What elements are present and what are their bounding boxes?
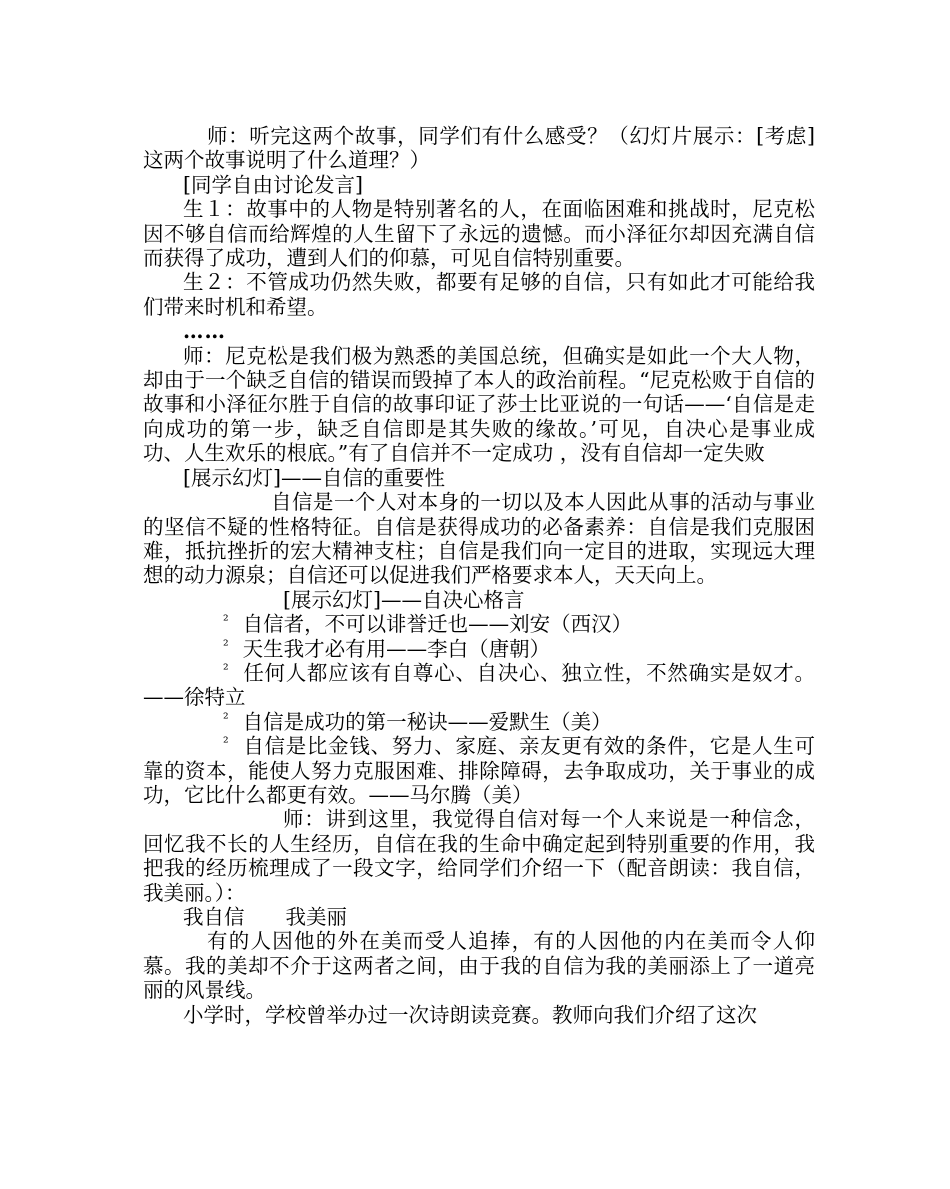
teacher-comment: 师：尼克松是我们极为熟悉的美国总统，但确实是如此一个大人物，却由于一个缺乏自信的错误而毁掉了本人的政治前程。“尼克松败于自信的故事和小泽征尔胜于自信的故事印证了莎士比亚说的一句话——‘自信是走向成功的第一步，缺乏自信即是其失败的缘故。’可见，自决心是事业成功、人生欢乐的根底。”有了自信并不一定成功 ，没有自信却一定失败 [143,343,815,466]
bullet-marker: ² [223,637,229,654]
quote-item: ² 自信是比金钱、努力、家庭、亲友更有效的条件，它是人生可靠的资本，能使人努力克服困难、排除障碍，去争取成功，关于事业的成功，它比什么都更有效。——马尔腾（美） [143,734,815,807]
student-2-answer: 生２：不管成功仍然失败，都要有足够的自信，只有如此才可能给我们带来时机和希望。 [143,270,815,319]
bullet-marker: ² [223,735,229,752]
essay-paragraph: 小学时，学校曾举办过一次诗朗读竞赛。教师向我们介绍了这次 [183,1002,757,1027]
slide-heading-quotes: [展示幻灯]——自决心格言 [283,587,525,612]
essay-title: 我自信 我美丽 [183,905,347,929]
teacher-reflection: 师：讲到这里，我觉得自信对每一个人来说是一种信念，回忆我不长的人生经历，自信在我的生命中确定起到特别重要的作用，我把我的经历梳理成了一段文字，给同学们介绍一下（配音朗读：我自信，我美丽。）： [143,807,815,905]
slide-heading-importance: [展示幻灯]——自信的重要性 [183,465,445,490]
teacher-question: 师：听完这两个故事，同学们有什么感受？（幻灯片展示：[考虑]这两个故事说明了什么道理？） [143,124,815,173]
quote-item: ² 天生我才必有用——李白（唐朝） [143,637,815,661]
quote-item: ² 任何人都应该有自尊心、自决心、独立性，不然确实是奴才。——徐特立 [143,660,815,710]
ellipsis: …… [183,319,226,344]
bullet-marker: ² [223,613,229,630]
student-1-answer: 生１：故事中的人物是特别著名的人，在面临困难和挑战时，尼克松因不够自信而给辉煌的人生留下了永远的遗憾。而小泽征尔却因充满自信而获得了成功，遭到人们的仰慕，可见自信特别重要。 [143,197,815,271]
discussion-note: [同学自由讨论发言] [183,172,363,197]
bullet-marker: ² [223,661,229,678]
document-body [143,124,815,1027]
essay-paragraph: 有的人因他的外在美而受人追捧，有的人因他的内在美而令人仰慕。我的美却不介于这两者之间，由于我的自信为我的美丽添上了一道亮丽的风景线。 [143,929,815,1003]
bullet-marker: ² [223,710,229,727]
quote-item: ² 自信者，不可以诽誉迁也——刘安（西汉） [143,612,815,636]
quote-item: ² 自信是成功的第一秘诀——爱默生（美） [143,710,815,734]
confidence-definition: 自信是一个人对本身的一切以及本人因此从事的活动与事业的坚信不疑的性格特征。自信是获得成功的必备素养：自信是我们克服困难，抵抗挫折的宏大精神支柱；自信是我们向一定目的进取，实现远大理想的动力源泉；自信还可以促进我们严格要求本人，天天向上。 [143,490,815,588]
